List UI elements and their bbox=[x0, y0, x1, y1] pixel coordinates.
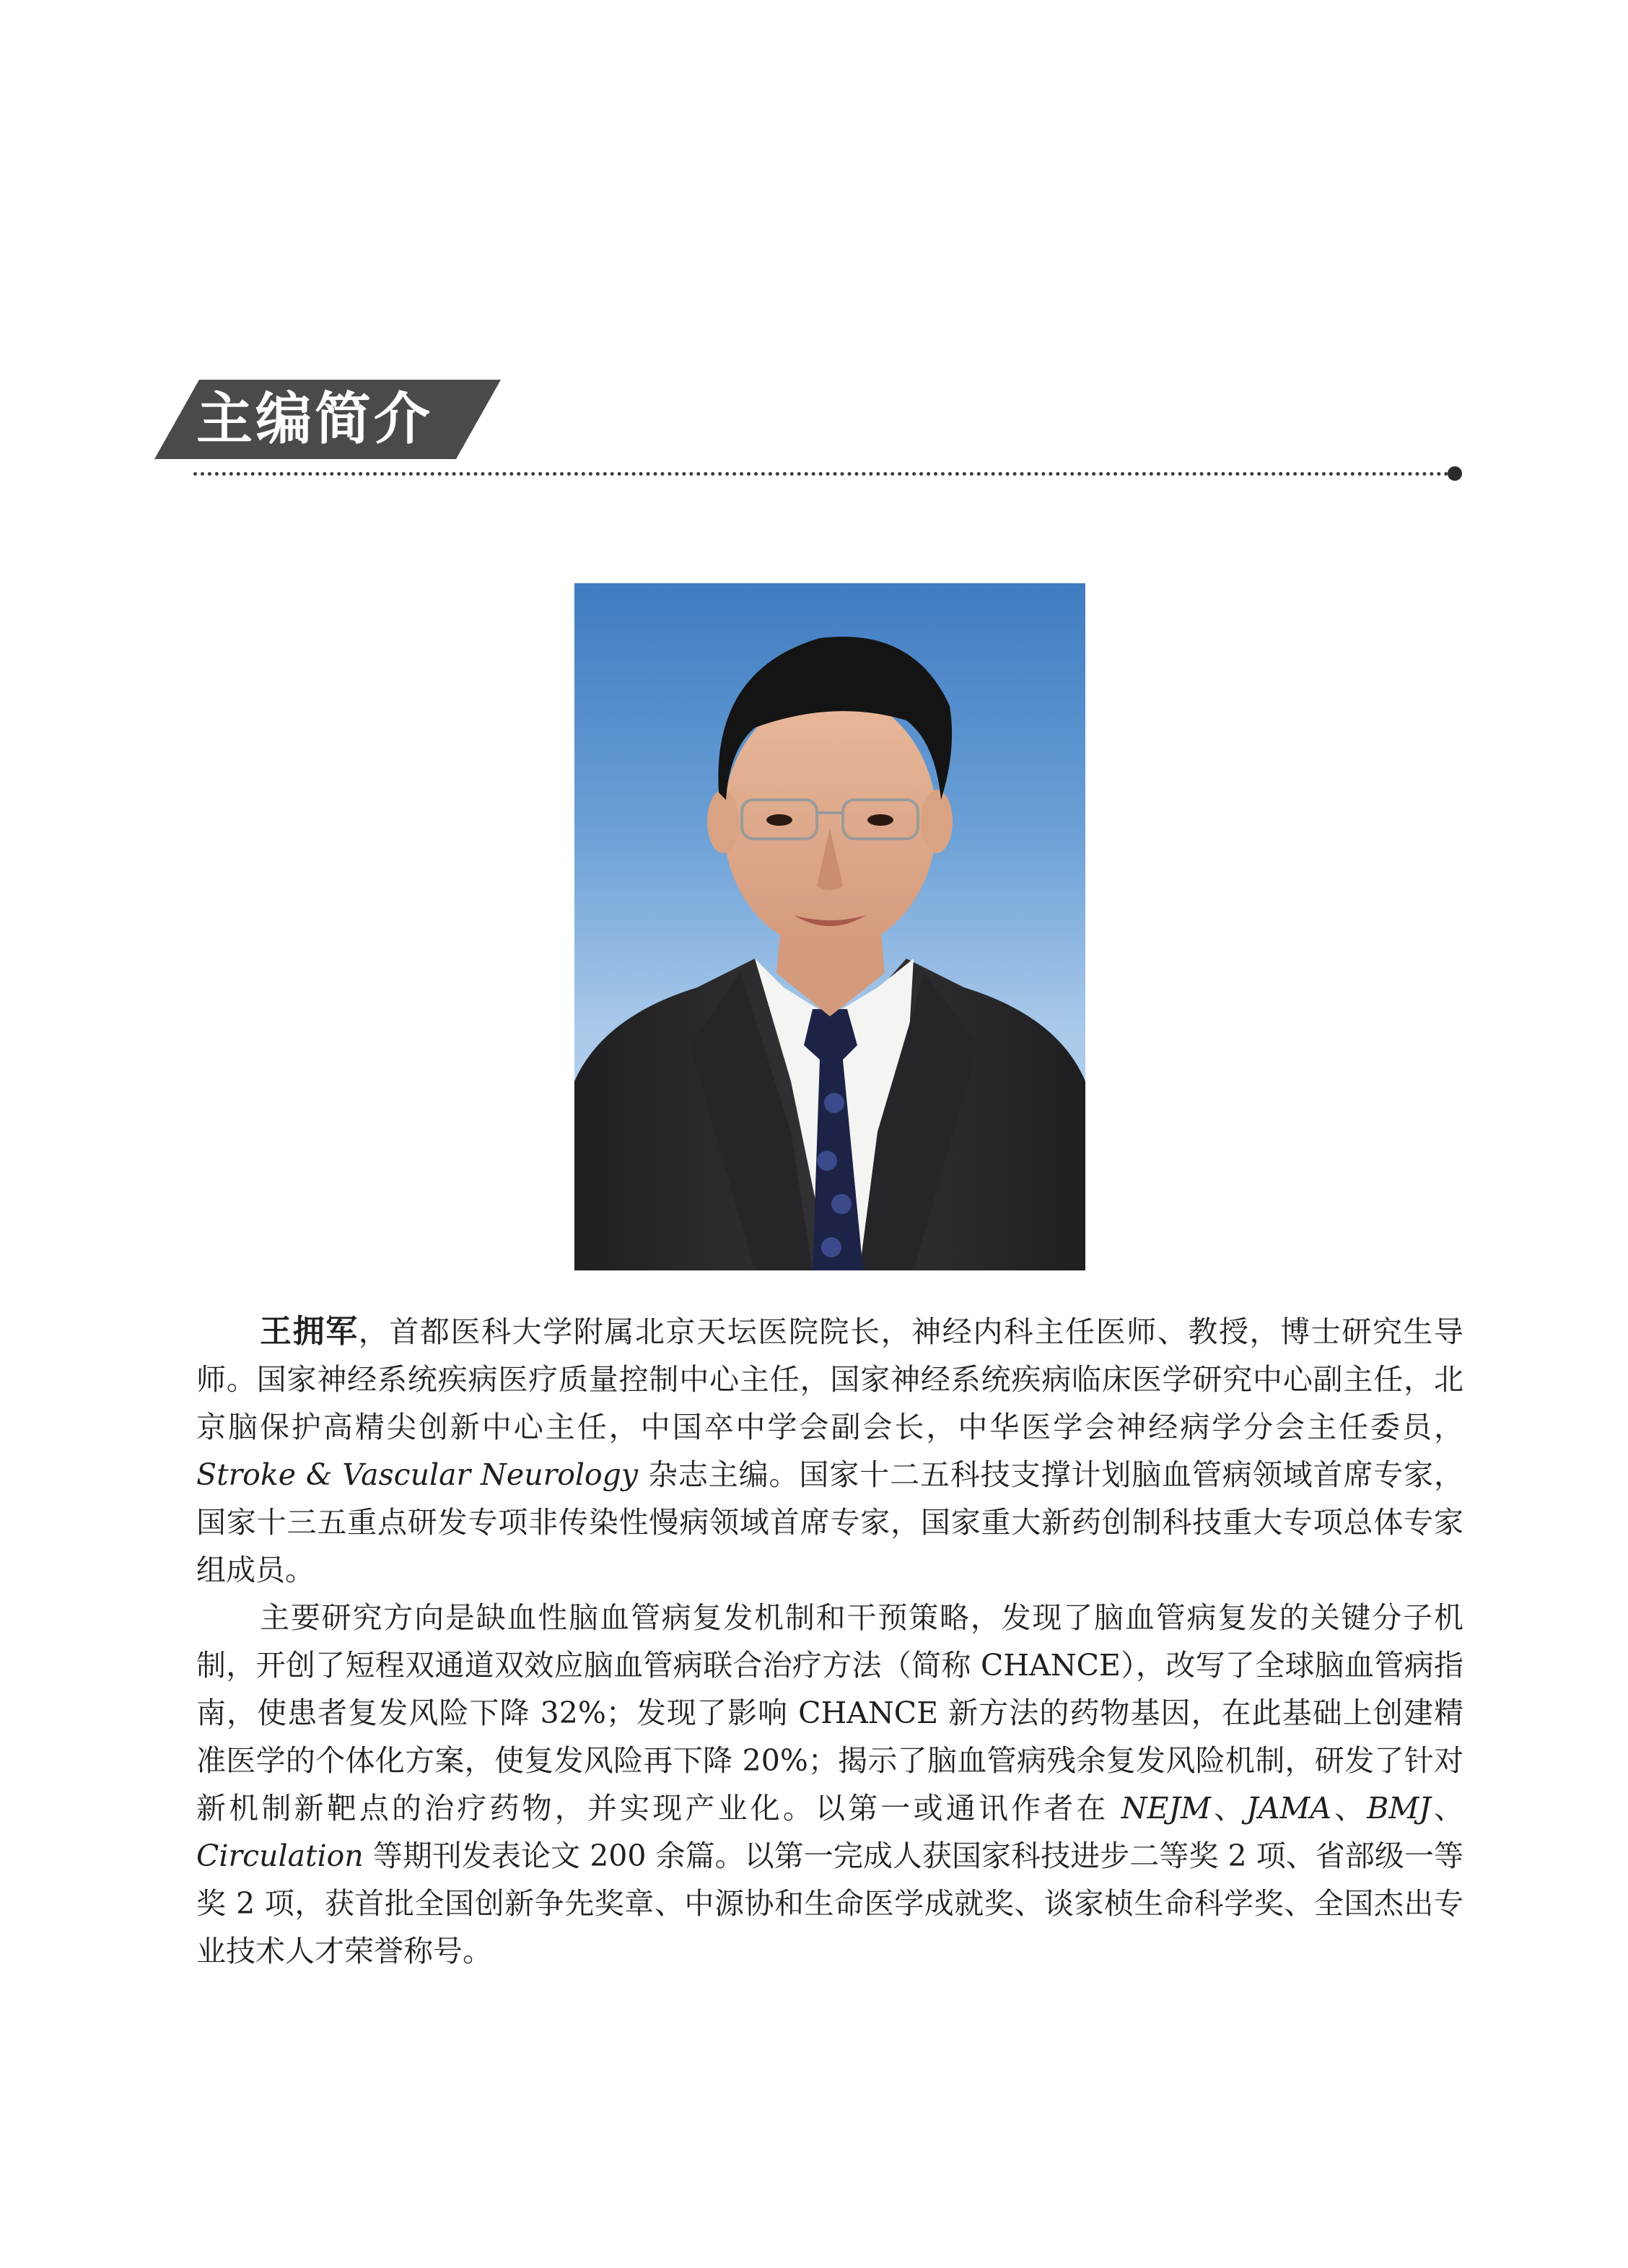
separator: 、 bbox=[1331, 1791, 1367, 1826]
separator: 、 bbox=[1430, 1791, 1464, 1826]
section-title: 主编简介 bbox=[196, 386, 434, 452]
bio-paragraph-2 bbox=[196, 1594, 1463, 1975]
portrait-photo bbox=[574, 583, 1085, 1270]
journal-jama: JAMA bbox=[1246, 1791, 1331, 1826]
bio-paragraph-1 bbox=[196, 1308, 1463, 1594]
journal-title: Stroke & Vascular Neurology bbox=[196, 1457, 639, 1492]
dotted-divider bbox=[193, 472, 1449, 476]
editor-name: 王拥军 bbox=[260, 1313, 359, 1350]
journal-nejm: NEJM bbox=[1121, 1791, 1211, 1826]
biography bbox=[196, 1308, 1463, 1975]
separator: 、 bbox=[1211, 1791, 1247, 1826]
divider-end-dot bbox=[1448, 466, 1462, 481]
bio-p2-text-b: 等期刊发表论文 200 余篇。以第一完成人获国家科技进步二等奖 2 项、省部级一等奖 2 项，获首批全国创新争先奖章、中源协和生命医学成就奖、谈家桢生命科学奖、全国杰出专业技术人才荣誉称号。 bbox=[196, 1839, 1463, 1968]
portrait-illustration bbox=[574, 583, 1085, 1270]
bio-p2-text-a: 主要研究方向是缺血性脑血管病复发机制和干预策略，发现了脑血管病复发的关键分子机制，开创了短程双通道双效应脑血管病联合治疗方法（简称 CHANCE），改写了全球脑血管病指南，使患者复发风险下降 32%；发现了影响 CHANCE 新方法的药物基因，在此基础上创建精准医学的个体化方案，使复发风险再下降 20%；揭示了脑血管病残余复发风险机制，研发了针对新机制新靶点的治疗药物，并实现产业化。以第一或通讯作者在 bbox=[196, 1600, 1463, 1826]
journal-bmj: BMJ bbox=[1367, 1791, 1431, 1826]
section-header bbox=[154, 380, 501, 459]
bio-p1-text-a: ，首都医科大学附属北京天坛医院院长，神经内科主任医师、教授，博士研究生导师。国家神经系统疾病医疗质量控制中心主任，国家神经系统疾病临床医学研究中心副主任，北京脑保护高精尖创新中心主任，中国卒中学会副会长，中华医学会神经病学分会主任委员， bbox=[196, 1314, 1464, 1444]
bio-p1-text-b: 杂志主编。国家十二五科技支撑计划脑血管病领域首席专家，国家十三五重点研发专项非传染性慢病领域首席专家，国家重大新药创制科技重大专项总体专家组成员。 bbox=[196, 1457, 1464, 1587]
journal-circulation: Circulation bbox=[196, 1839, 364, 1873]
